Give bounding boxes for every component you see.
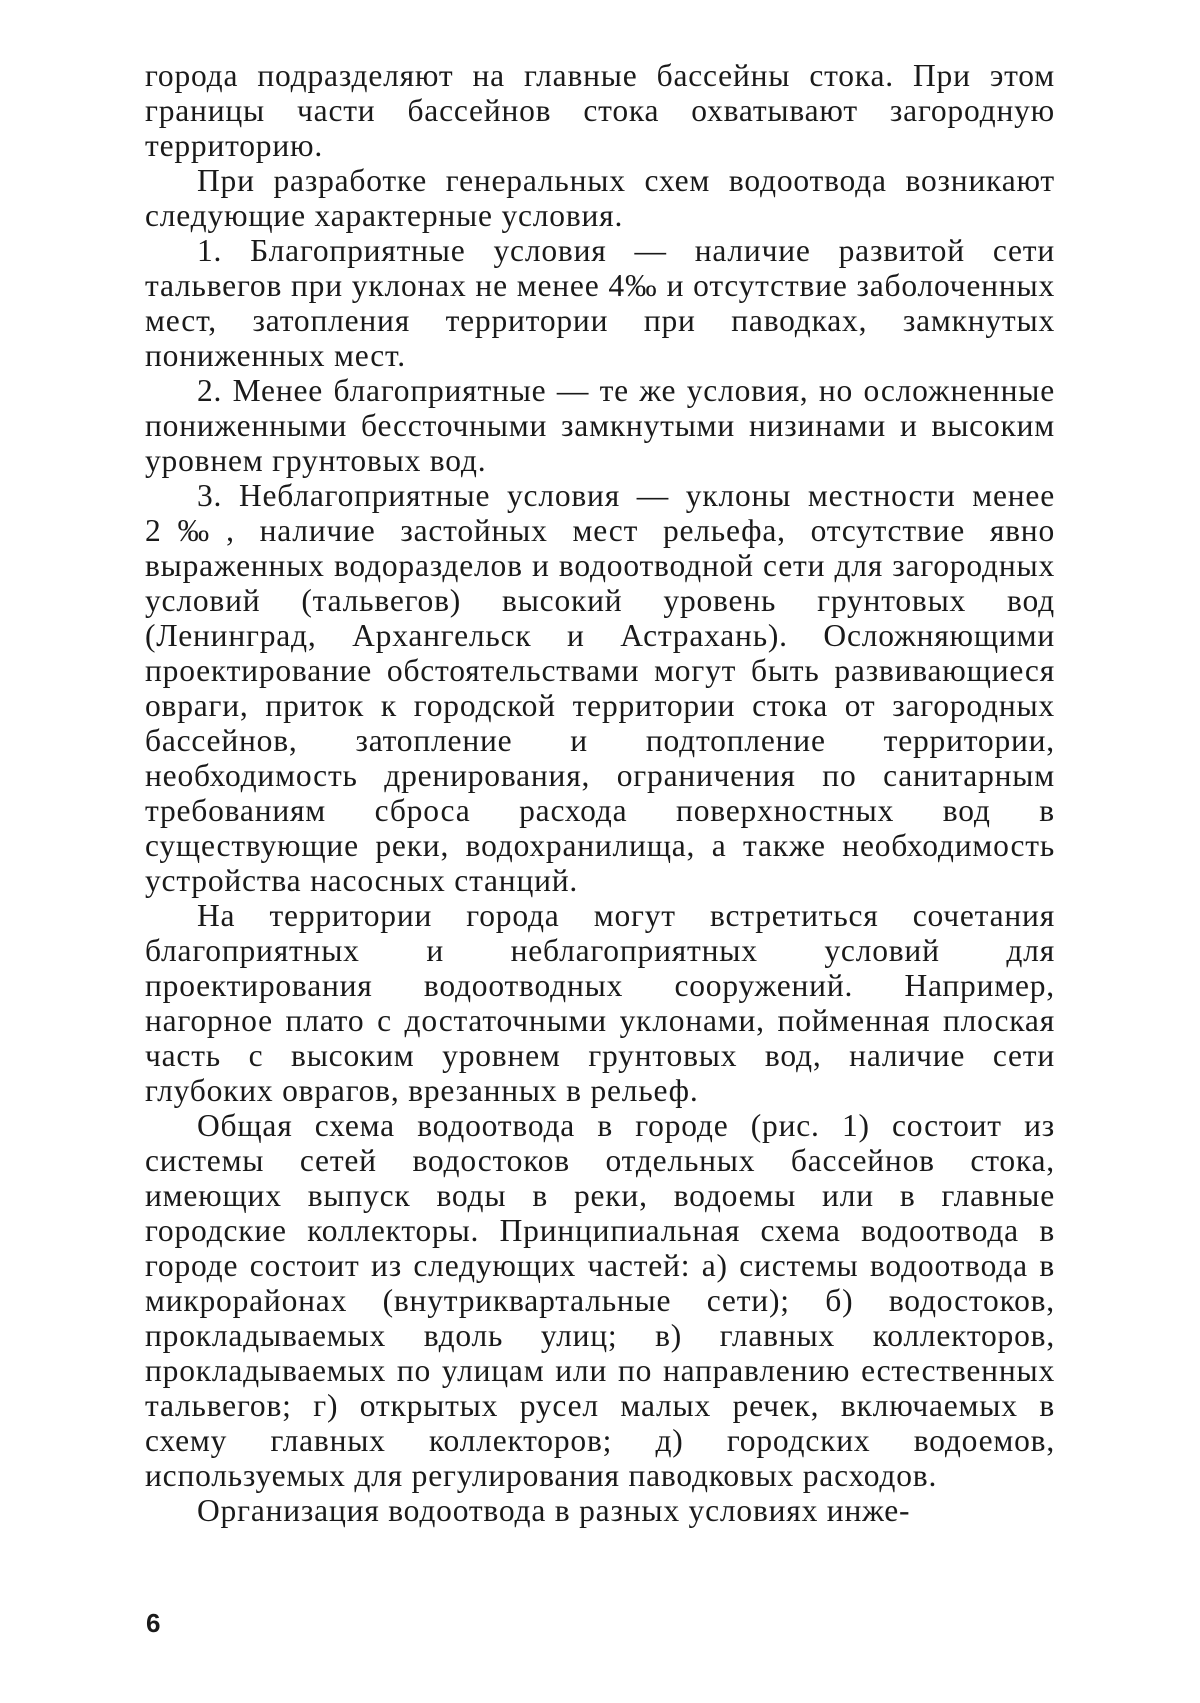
page-number: 6 [146, 1608, 161, 1638]
paragraph-8: Организация водоотвода в разных условиях инже- [197, 1493, 911, 1528]
page-text [145, 58, 1055, 1528]
paragraph-1: города подразделяют на главные бассейны стока. При этом границы части бассейнов стока охватывают загородную территорию. [145, 58, 1055, 163]
paragraph-5: 3. Неблагоприятные условия — уклоны местности менее 2‰, наличие застойных мест рельефа, отсутствие явно выраженных водоразделов и водоотводной сети для загородных условий (тальвегов) высокий уровень грунтовых вод (Ленинград, Архангельск и Астрахань). Осложняющими проектирование обстоятельствами могут быть развивающиеся овраги, приток к городской территории стока от загородных бассейнов, затопление и подтопление территории, необходимость дренирования, ограничения по санитарным требованиям сброса расхода поверхностных вод в существующие реки, водохранилища, а также необходимость устройства насосных станций. [145, 478, 1055, 898]
paragraph-7: Общая схема водоотвода в городе (рис. 1) состоит из системы сетей водостоков отдельных бассейнов стока, имеющих выпуск воды в реки, водоемы или в главные городские коллекторы. Принципиальная схема водоотвода в городе состоит из следующих частей: а) системы водоотвода в микрорайонах (внутриквартальные сети); б) водостоков, прокладываемых вдоль улиц; в) главных коллекторов, прокладываемых по улицам или по направлению естественных тальвегов; г) открытых русел малых речек, включаемых в схему главных коллекторов; д) городских водоемов, используемых для регулирования паводковых расходов. [145, 1108, 1055, 1493]
paragraph-4: 2. Менее благоприятные — те же условия, но осложненные пониженными бессточными замкнутыми низинами и высоким уровнем грунтовых вод. [145, 373, 1055, 478]
paragraph-6: На территории города могут встретиться сочетания благоприятных и неблагоприятных условий для проектирования водоотводных сооружений. Например, нагорное плато с достаточными уклонами, пойменная плоская часть с высоким уровнем грунтовых вод, наличие сети глубоких оврагов, врезанных в рельеф. [145, 898, 1055, 1108]
paragraph-2: При разработке генеральных схем водоотвода возникают следующие характерные условия. [145, 163, 1055, 233]
paragraph-3: 1. Благоприятные условия — наличие развитой сети тальвегов при уклонах не менее 4‰ и отсутствие заболоченных мест, затопления территории при паводках, замкнутых пониженных мест. [145, 233, 1055, 373]
